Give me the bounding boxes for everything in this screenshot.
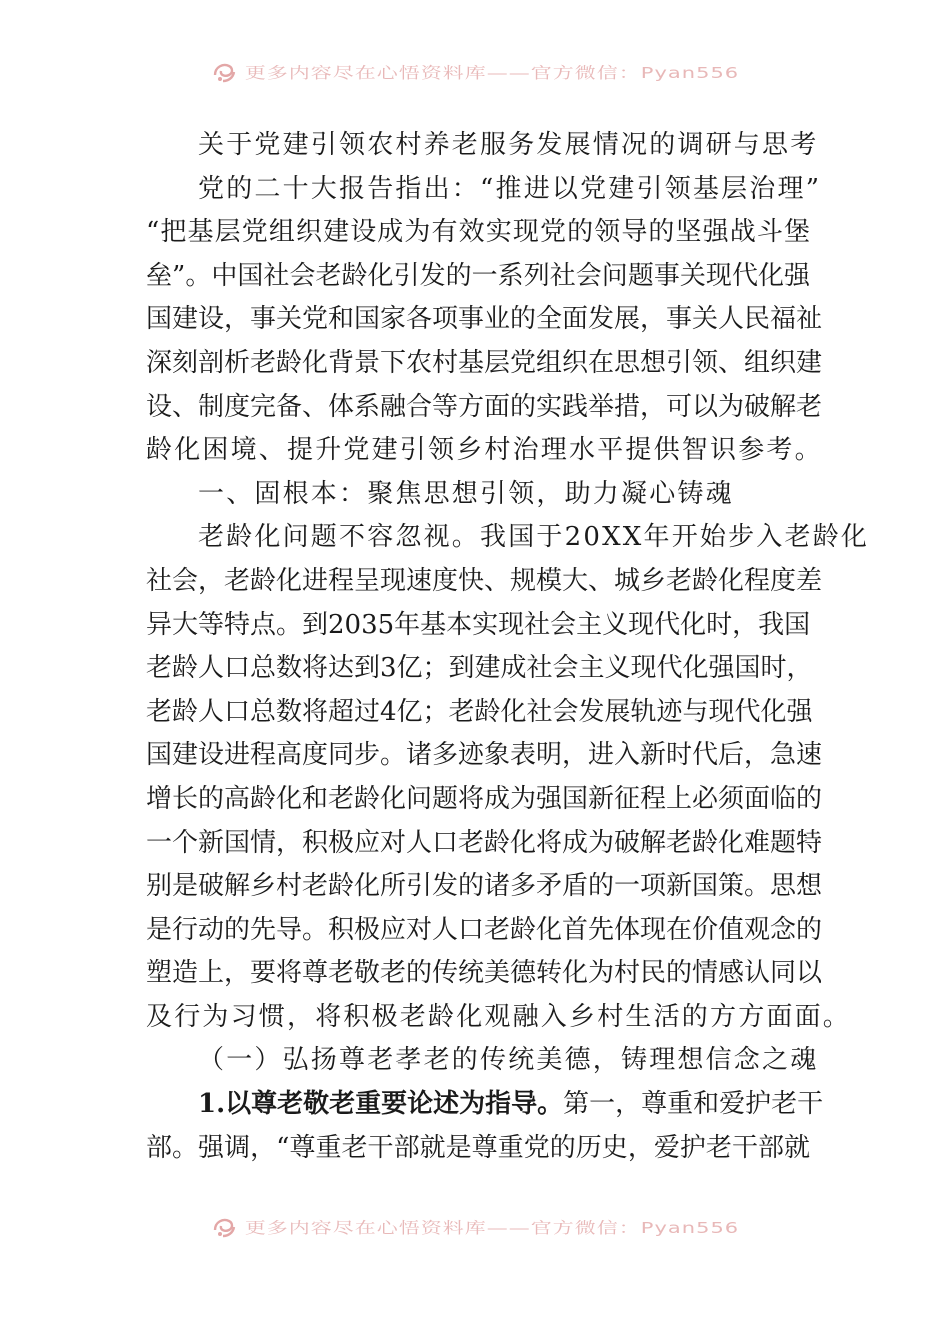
paragraph-line: 龄化困境、提升党建引领乡村治理水平提供智识参考。 (146, 435, 823, 466)
paragraph-line: 老龄人口总数将达到3亿；到建成社会主义现代化强国时， (146, 653, 813, 684)
paragraph-line: “把基层党组织建设成为有效实现党的领导的坚强战斗堡 (146, 217, 810, 248)
watermark-text: 更多内容尽在心悟资料库——官方微信：Pyan556 (244, 64, 740, 82)
paragraph-line: 垒”。中国社会老龄化引发的一系列社会问题事关现代化强 (146, 260, 810, 291)
paragraph-line: 深刻剖析老龄化背景下农村基层党组织在思想引领、组织建 (146, 347, 823, 378)
document-title: 关于党建引领农村养老服务发展情况的调研与思考 (198, 130, 819, 160)
paragraph-line: 社会，老龄化进程呈现速度快、规模大、城乡老龄化程度差 (146, 565, 823, 596)
watermark-text: 更多内容尽在心悟资料库——官方微信：Pyan556 (244, 1219, 740, 1237)
subsection-heading: （一）弘扬尊老孝老的传统美德，铸理想信念之魂 (198, 1045, 819, 1076)
paragraph-line: 增长的高龄化和老龄化问题将成为强国新征程上必须面临的 (146, 783, 823, 814)
paragraph-line: 党的二十大报告指出：“推进以党建引领基层治理” (198, 173, 822, 204)
paragraph-line: 老龄人口总数将超过4亿；老龄化社会发展轨迹与现代化强 (146, 696, 813, 727)
watermark-header (0, 52, 950, 92)
paragraph-line: 部。强调，“尊重老干部就是尊重党的历史，爱护老干部就 (146, 1132, 810, 1163)
paragraph-line: 一个新国情，积极应对人口老龄化将成为破解老龄化难题特 (146, 827, 823, 858)
logo-icon (211, 59, 237, 85)
paragraph-line: 国建设进程高度同步。诸多迹象表明，进入新时代后，急速 (146, 740, 823, 771)
section-heading: 一、固根本：聚焦思想引领，助力凝心铸魂 (198, 478, 734, 509)
bold-rest: 第一，尊重和爱护老干 (563, 1089, 824, 1120)
document-body (146, 124, 870, 1170)
paragraph-line: 老龄化问题不容忽视。我国于20XX年开始步入老龄化 (198, 522, 870, 553)
paragraph-line: 异大等特点。到2035年基本实现社会主义现代化时，我国 (146, 609, 811, 640)
paragraph-line: 设、制度完备、体系融合等方面的实践举措，可以为破解老 (146, 391, 823, 422)
paragraph-line (146, 1083, 824, 1127)
watermark-footer (0, 1207, 950, 1247)
paragraph-line: 及行为习惯，将积极老龄化观融入乡村生活的方方面面。 (146, 1001, 852, 1032)
paragraph-line: 是行动的先导。积极应对人口老龄化首先体现在价值观念的 (146, 914, 823, 945)
paragraph-line: 别是破解乡村老龄化所引发的诸多矛盾的一项新国策。思想 (146, 871, 823, 902)
bold-lead: 1.以尊老敬老重要论述为指导。 (198, 1089, 564, 1120)
logo-icon (211, 1214, 237, 1240)
paragraph-line: 国建设，事关党和国家各项事业的全面发展，事关人民福祉 (146, 304, 823, 335)
paragraph-line: 塑造上，要将尊老敬老的传统美德转化为村民的情感认同以 (146, 958, 823, 989)
